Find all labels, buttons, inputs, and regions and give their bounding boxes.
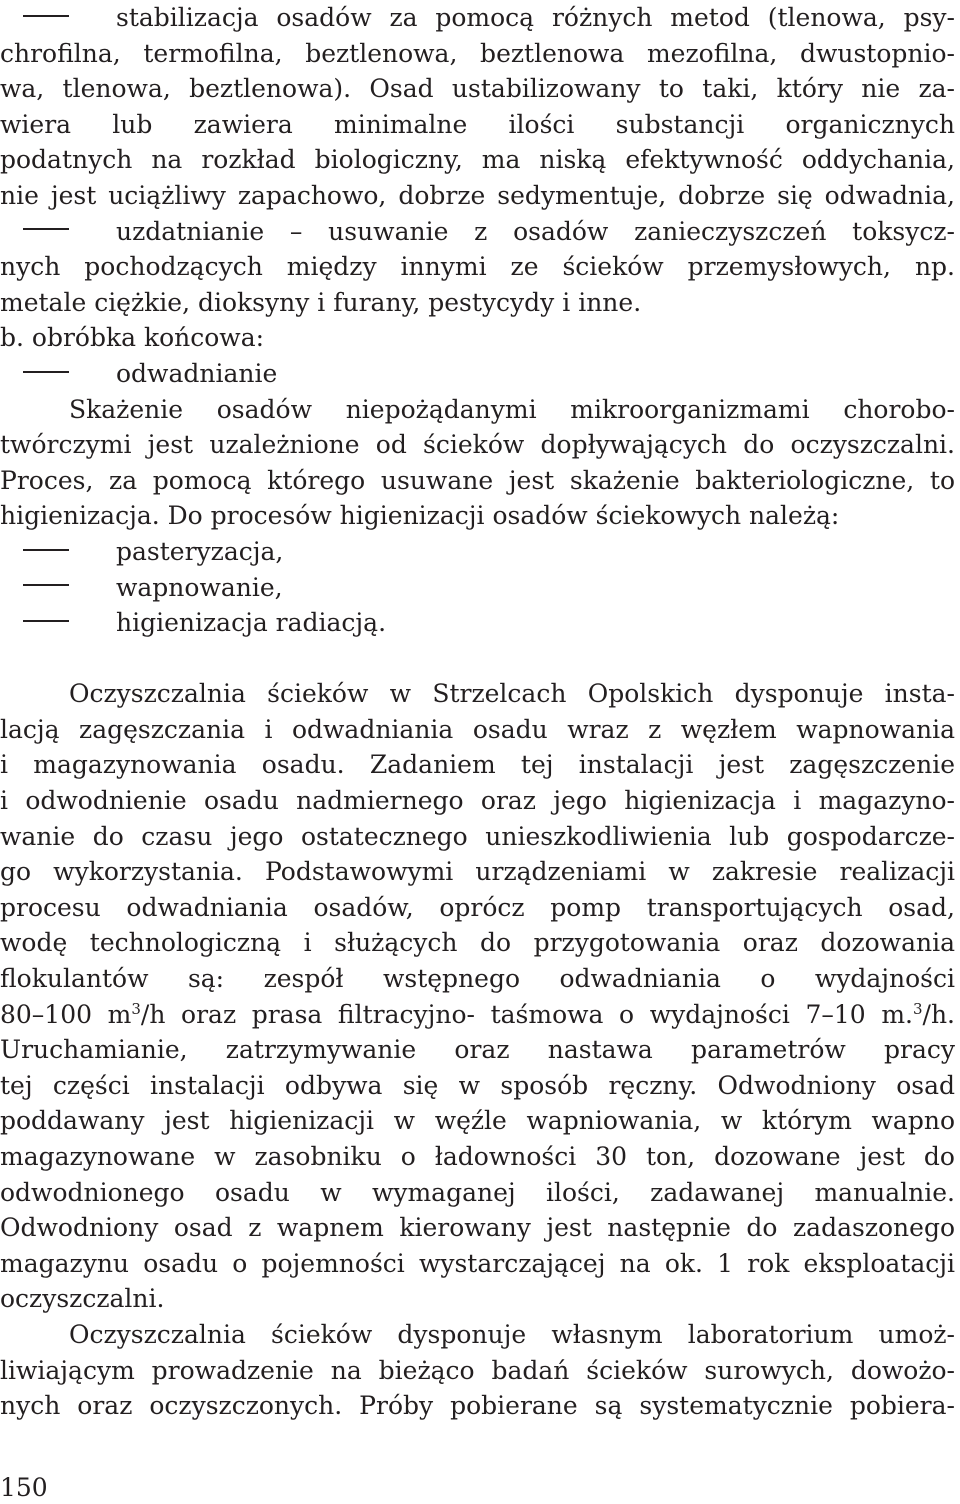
superscript: 3 bbox=[131, 999, 141, 1018]
text-fragment: /h. bbox=[922, 999, 955, 1029]
text-line: i odwodnienie osadu nadmiernego oraz jego higienizacja i magazyno- bbox=[0, 786, 955, 816]
text-line: lacją zagęszczania i odwadniania osadu wraz z węzłem wapnowania bbox=[0, 714, 955, 744]
text-line: Odwodniony osad z wapnem kierowany jest następnie do zadaszonego bbox=[0, 1213, 955, 1243]
text-line: wanie do czasu jego ostatecznego unieszkodliwienia lub gospodarcze- bbox=[0, 821, 955, 851]
em-dash-bullet bbox=[23, 620, 69, 622]
text-line: odwodnionego osadu w wymaganej ilości, zadawanej manualnie. bbox=[0, 1177, 955, 1207]
text-line: oczyszczalni. bbox=[0, 1284, 165, 1314]
paragraph-gap bbox=[0, 641, 955, 677]
text-line: liwiającym prowadzenie na bieżąco badań ścieków surowych, dowożo- bbox=[0, 1355, 955, 1385]
bullet-odwadnianie bbox=[0, 356, 955, 392]
text-line: Skażenie osadów niepożądanymi mikroorganizmami chorobo- bbox=[69, 394, 955, 424]
superscript: 3 bbox=[912, 999, 923, 1018]
text-line: magazynu osadu o pojemności wystarczającej na ok. 1 rok eksploatacji bbox=[0, 1248, 955, 1278]
text-line: nych pochodzących między innymi ze ścieków przemysłowych, np. bbox=[0, 252, 955, 282]
text-line: wa, tlenowa, beztlenowa). Osad ustabilizowany to taki, który nie za- bbox=[0, 74, 955, 104]
text-line: Uruchamianie, zatrzymywanie oraz nastawa parametrów pracy bbox=[0, 1035, 955, 1065]
text-line: odwadnianie bbox=[116, 358, 278, 388]
text-line: Oczyszczalnia ścieków w Strzelcach Opolskich dysponuje insta- bbox=[69, 679, 955, 709]
em-dash-bullet bbox=[23, 584, 69, 586]
text-line: nie jest uciążliwy zapachowo, dobrze sedymentuje, dobrze się odwadnia, bbox=[0, 180, 955, 210]
em-dash-bullet bbox=[23, 371, 69, 373]
text-line: wapnowanie, bbox=[116, 572, 283, 602]
bullet-higienizacja-radiacja bbox=[0, 605, 955, 641]
text-line: uzdatnianie – usuwanie z osadów zanieczyszczeń toksycz- bbox=[116, 216, 955, 246]
text-line: procesu odwadniania osadów, oprócz pomp transportujących osad, bbox=[0, 892, 955, 922]
text-line: flokulantów są: zespół wstępnego odwadniania o wydajności bbox=[0, 964, 955, 994]
text-line: nych oraz oczyszczonych. Próby pobierane są systematycznie pobiera- bbox=[0, 1391, 955, 1421]
em-dash-bullet bbox=[23, 15, 69, 17]
text-line: pasteryzacja, bbox=[116, 536, 284, 566]
text-line: stabilizacja osadów za pomocą różnych metod (tlenowa, psy- bbox=[116, 3, 955, 32]
em-dash-bullet bbox=[23, 549, 69, 551]
text-line: wiera lub zawiera minimalne ilości substancji organicznych bbox=[0, 109, 955, 139]
text-line: twórczymi jest uzależnione od ścieków dopływających do oczyszczalni. bbox=[0, 430, 955, 460]
text-fragment: /h oraz prasa filtracyjno- taśmowa o wydajności 7–10 m. bbox=[140, 999, 913, 1029]
bullet-pasteryzacja bbox=[0, 534, 955, 570]
text-line: higienizacja. Do procesów higienizacji osadów ściekowych należą: bbox=[0, 501, 840, 531]
text-line: Oczyszczalnia ścieków dysponuje własnym laboratorium umoż- bbox=[69, 1319, 955, 1349]
em-dash-bullet bbox=[23, 228, 69, 230]
text-fragment: 80–100 m bbox=[0, 999, 132, 1029]
page-number: 150 bbox=[0, 1473, 48, 1502]
text-line: poddawany jest higienizacji w węźle wapniowania, w którym wapno bbox=[0, 1106, 955, 1136]
text-line: i magazynowania osadu. Zadaniem tej instalacji jest zagęszczenie bbox=[0, 750, 955, 780]
text-line: podatnych na rozkład biologiczny, ma niską efektywność oddychania, bbox=[0, 145, 955, 175]
bullet-stabilizacja bbox=[0, 0, 955, 36]
bullet-wapnowanie bbox=[0, 570, 955, 606]
text-line: Proces, za pomocą którego usuwane jest skażenie bakteriologiczne, to bbox=[0, 465, 955, 495]
text-line: tej części instalacji odbywa się w sposób ręczny. Odwodniony osad bbox=[0, 1070, 955, 1100]
text-line: metale ciężkie, dioksyny i furany, pestycydy i inne. bbox=[0, 287, 642, 317]
section-heading: b. obróbka końcowa: bbox=[0, 323, 265, 353]
text-line: chrofilna, termofilna, beztlenowa, beztlenowa mezofilna, dwustopnio- bbox=[0, 38, 955, 68]
text-line: go wykorzystania. Podstawowymi urządzeniami w zakresie realizacji bbox=[0, 857, 955, 887]
text-line: higienizacja radiacją. bbox=[116, 608, 387, 638]
units-line bbox=[0, 997, 955, 1033]
bullet-uzdatnianie bbox=[0, 214, 955, 250]
text-line: wodę technologiczną i służących do przygotowania oraz dozowania bbox=[0, 928, 955, 958]
text-line: magazynowane w zasobniku o ładowności 30 ton, dozowane jest do bbox=[0, 1142, 955, 1171]
